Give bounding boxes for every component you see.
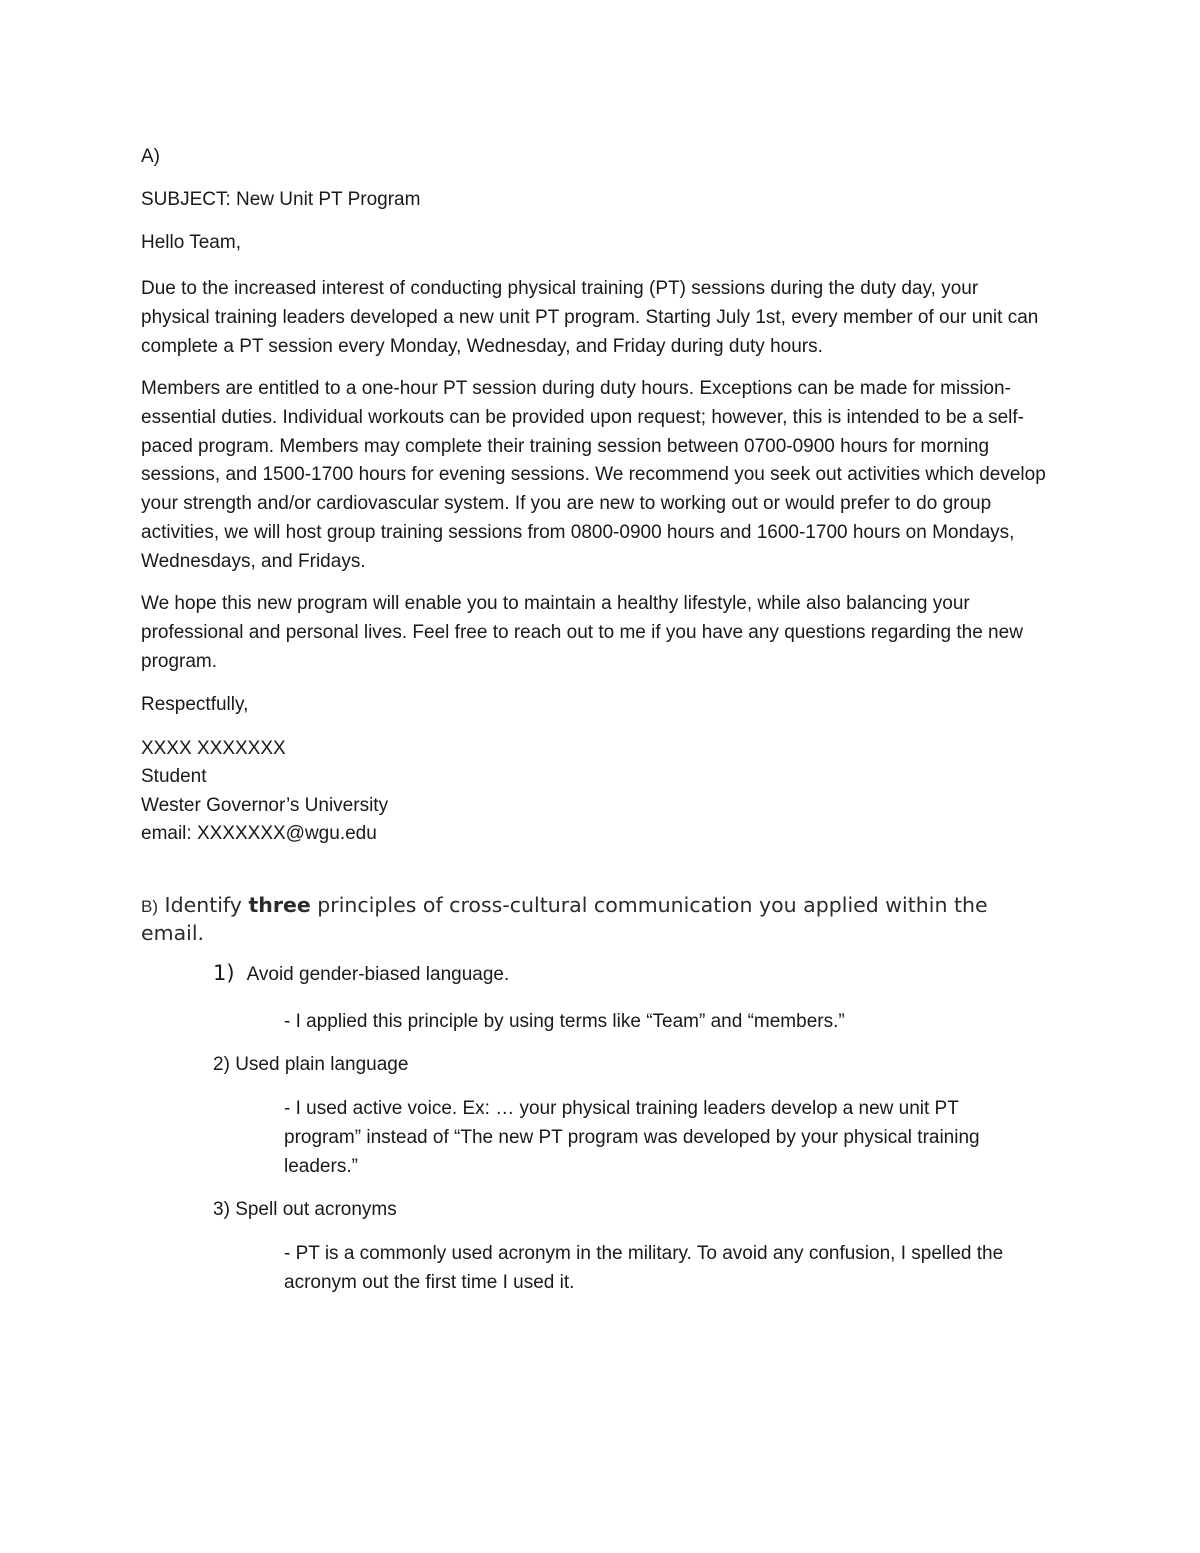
section-b-prompt: [141, 892, 1021, 947]
email-greeting: Hello Team,: [141, 232, 241, 253]
email-signature: [141, 735, 641, 849]
principle-1-label: Avoid gender-biased language.: [246, 964, 510, 985]
email-paragraph-1: Due to the increased interest of conducting physical training (PT) sessions during the duty day, your physical training leaders developed a new unit PT program. Starting July 1st, every member of our unit can complete a PT session every Monday, Wednesday, and Friday during duty hours.: [141, 278, 1039, 357]
email-paragraph-3: We hope this new program will enable you to maintain a healthy lifestyle, while also balancing your professional and personal lives. Feel free to reach out to me if you have any questions regarding the new program.: [141, 593, 1023, 672]
prompt-emphasis: three: [248, 893, 311, 917]
principle-1-title: [213, 959, 509, 990]
signature-title: Student: [141, 766, 207, 788]
principle-2-title: [213, 1051, 408, 1080]
principle-3-detail: - PT is a commonly used acronym in the military. To avoid any confusion, I spelled the acronym out the first time I used it.: [284, 1243, 1004, 1293]
prompt-text-start: Identify: [164, 893, 242, 917]
principle-2-number: 2): [213, 1054, 230, 1075]
principle-1-number: 1): [213, 961, 235, 985]
principle-2-label: Used plain language: [235, 1054, 409, 1075]
email-paragraph-2: Members are entitled to a one-hour PT session during duty hours. Exceptions can be made for mission-essential duties. Individual workouts can be provided upon request; however, this is intended to be a self-paced program. Members may complete their training session between 0700-0900 hours for morning sessions, and 1500-1700 hours for evening sessions. We recommend you seek out activities which develop your strength and/or cardiovascular system. If you are new to working out or would prefer to do group activities, we will host group training sessions from 0800-0900 hours and 1600-1700 hours on Mondays, Wednesdays, and Fridays.: [141, 378, 1046, 572]
prompt-text-end: principles of cross-cultural communication you applied within the email.: [141, 893, 988, 945]
principle-3-label: Spell out acronyms: [235, 1199, 397, 1220]
principle-2-detail: - I used active voice. Ex: … your physical training leaders develop a new unit PT program” instead of “The new PT program was developed by your physical training leaders.”: [284, 1098, 980, 1177]
section-a-label: A): [141, 146, 160, 167]
principle-1-detail: - I applied this principle by using terms like “Team” and “members.”: [284, 1011, 845, 1032]
email-subject: SUBJECT: New Unit PT Program: [141, 189, 421, 210]
principle-3-number: 3): [213, 1199, 230, 1220]
signature-email: email: XXXXXXX@wgu.edu: [141, 823, 377, 845]
signature-name: XXXX XXXXXXX: [141, 738, 286, 759]
signature-organization: Wester Governor’s University: [141, 794, 389, 816]
email-closing: Respectfully,: [141, 694, 249, 715]
section-b-label: B): [141, 897, 158, 916]
principle-3-title: [213, 1196, 397, 1225]
